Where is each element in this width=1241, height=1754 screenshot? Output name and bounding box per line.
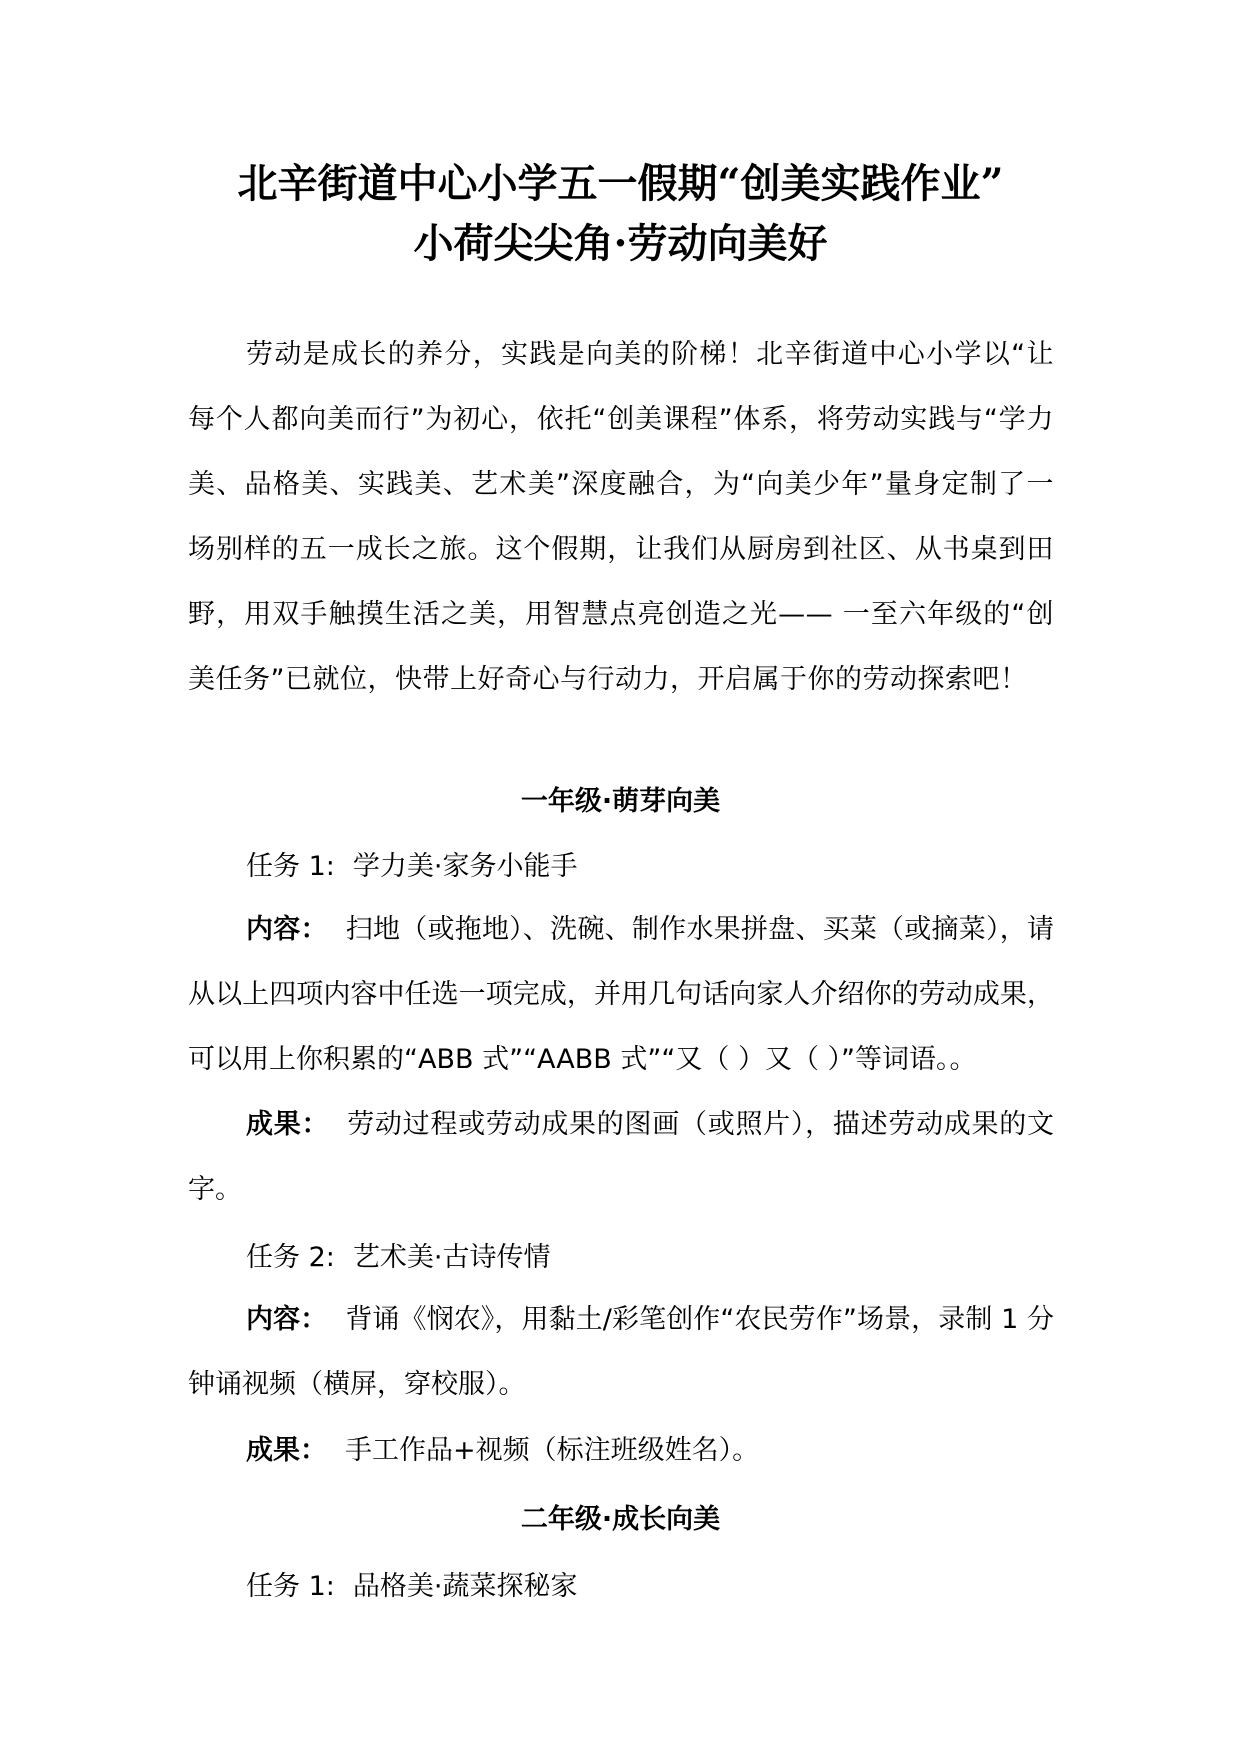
result-text: 劳动过程或劳动成果的图画（或照片），描述劳动成果的文字。 [188,1109,1055,1205]
grade1-task2-result [188,1418,1054,1483]
grade1-heading: 一年级·萌芽向美 [520,786,721,817]
task-prefix: 任务 2: [246,1242,335,1273]
document-title-line1: 北辛街道中心小学五一假期“创美实践作业” [237,160,1004,207]
result-label: 成果： [246,1109,330,1140]
task-prefix: 任务 1: [246,1571,335,1602]
content-text: 扫地（或拖地）、洗碗、制作水果拼盘、买菜（或摘菜），请从以上四项内容中任选一项完成，并用几句话向家人介绍你的劳动成果，可以用上你积累的“ABB 式”“AABB 式”“又（ ）又（ ）”等词语。。 [188,914,1055,1075]
intro-paragraph: 劳动是成长的养分，实践是向美的阶梯！北辛街道中心小学以“让每个人都向美而行”为初心，依托“创美课程”体系，将劳动实践与“学力美、品格美、实践美、艺术美”深度融合，为“向美少年”量身定制了一场别样的五一成长之旅。这个假期，让我们从厨房到社区、从书桌到田野，用双手触摸生活之美，用智慧点亮创造之光—— 一至六年级的“创美任务”已就位，快带上好奇心与行动力，开启属于你的劳动探索吧！ [188,339,1054,695]
document-title-line2: 小荷尖尖角·劳动向美好 [413,220,828,267]
task-name: 品格美·蔬菜探秘家 [352,1571,578,1602]
grade1-task2-content [188,1287,1054,1417]
content-label: 内容： [246,1304,328,1335]
task-name: 学力美·家务小能手 [352,851,578,882]
grade1-task2-title [246,1238,550,1278]
grade2-heading: 二年级·成长向美 [520,1504,721,1535]
result-text: 手工作品+视频（标注班级姓名）。 [345,1435,760,1466]
task-prefix: 任务 1: [246,851,335,882]
content-text: 背诵《悯农》，用黏土/彩笔创作“农民劳作”场景，录制 1 分钟诵视频（横屏，穿校服）。 [188,1304,1055,1400]
grade1-task1-result [188,1092,1054,1222]
grade1-task1-title [246,847,577,887]
grade2-task1-title [246,1567,577,1607]
task-name: 艺术美·古诗传情 [352,1242,551,1273]
grade1-task1-content [188,897,1054,1092]
result-label: 成果： [246,1435,327,1466]
content-label: 内容： [246,914,328,945]
